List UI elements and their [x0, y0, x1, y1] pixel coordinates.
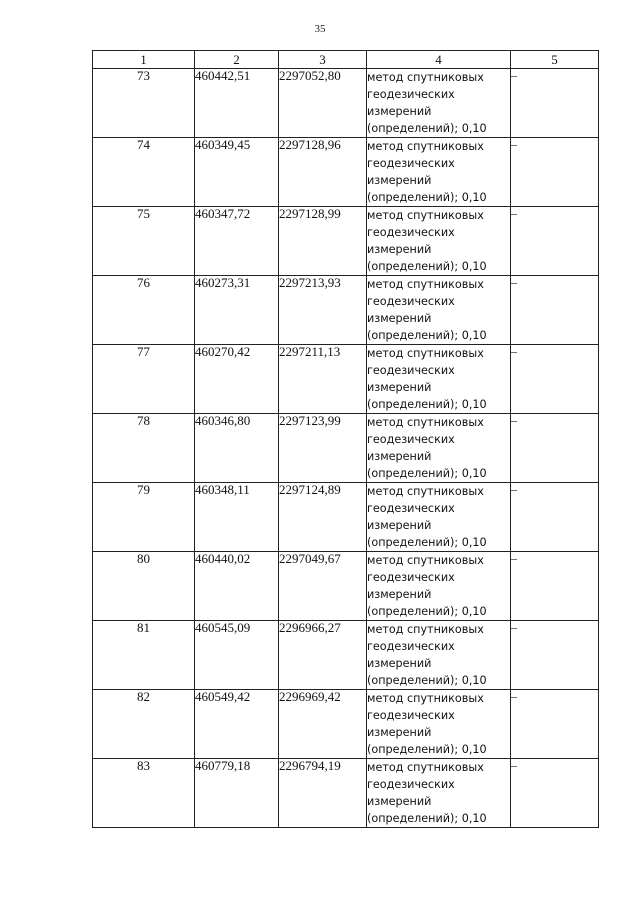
- method-line: (определений); 0,10: [367, 122, 487, 135]
- point-number-cell: 77: [93, 345, 195, 414]
- method-cell: [367, 483, 511, 552]
- method-line: (определений); 0,10: [367, 467, 487, 480]
- method-line: геодезических: [367, 709, 455, 722]
- x-coordinate-cell: 460348,11: [195, 483, 279, 552]
- method-line: измерений: [367, 726, 432, 739]
- method-line: (определений); 0,10: [367, 398, 487, 411]
- method-line: (определений); 0,10: [367, 674, 487, 687]
- table-row: [93, 276, 599, 345]
- x-coordinate-cell: 460440,02: [195, 552, 279, 621]
- method-cell: [367, 345, 511, 414]
- y-coordinate-cell: 2296969,42: [279, 690, 367, 759]
- method-line: геодезических: [367, 778, 455, 791]
- column-header-3: 3: [279, 51, 367, 69]
- note-cell: –: [511, 69, 599, 138]
- method-cell: [367, 138, 511, 207]
- y-coordinate-cell: 2297213,93: [279, 276, 367, 345]
- y-coordinate-cell: 2297128,96: [279, 138, 367, 207]
- method-line: метод спутниковых: [367, 623, 484, 636]
- method-line: геодезических: [367, 295, 455, 308]
- y-coordinate-cell: 2297052,80: [279, 69, 367, 138]
- table-row: [93, 621, 599, 690]
- method-line: метод спутниковых: [367, 761, 484, 774]
- note-cell: –: [511, 414, 599, 483]
- method-line: метод спутниковых: [367, 209, 484, 222]
- y-coordinate-cell: 2297124,89: [279, 483, 367, 552]
- point-number-cell: 82: [93, 690, 195, 759]
- method-line: геодезических: [367, 88, 455, 101]
- method-line: измерений: [367, 381, 432, 394]
- method-line: метод спутниковых: [367, 140, 484, 153]
- point-number-cell: 76: [93, 276, 195, 345]
- x-coordinate-cell: 460346,80: [195, 414, 279, 483]
- method-line: метод спутниковых: [367, 347, 484, 360]
- point-number-cell: 81: [93, 621, 195, 690]
- method-line: измерений: [367, 312, 432, 325]
- method-line: измерений: [367, 450, 432, 463]
- x-coordinate-cell: 460549,42: [195, 690, 279, 759]
- x-coordinate-cell: 460273,31: [195, 276, 279, 345]
- column-header-4: 4: [367, 51, 511, 69]
- method-line: метод спутниковых: [367, 278, 484, 291]
- method-line: (определений); 0,10: [367, 605, 487, 618]
- point-number-cell: 79: [93, 483, 195, 552]
- method-line: измерений: [367, 657, 432, 670]
- note-cell: –: [511, 138, 599, 207]
- y-coordinate-cell: 2296794,19: [279, 759, 367, 828]
- method-line: метод спутниковых: [367, 485, 484, 498]
- point-number-cell: 74: [93, 138, 195, 207]
- method-line: измерений: [367, 519, 432, 532]
- method-cell: [367, 207, 511, 276]
- x-coordinate-cell: 460442,51: [195, 69, 279, 138]
- method-cell: [367, 276, 511, 345]
- point-number-cell: 83: [93, 759, 195, 828]
- point-number-cell: 80: [93, 552, 195, 621]
- y-coordinate-cell: 2297128,99: [279, 207, 367, 276]
- note-cell: –: [511, 483, 599, 552]
- note-cell: –: [511, 621, 599, 690]
- method-line: геодезических: [367, 157, 455, 170]
- table-row: [93, 690, 599, 759]
- x-coordinate-cell: 460779,18: [195, 759, 279, 828]
- method-cell: [367, 690, 511, 759]
- method-line: геодезических: [367, 364, 455, 377]
- coordinates-table: [92, 50, 599, 828]
- y-coordinate-cell: 2296966,27: [279, 621, 367, 690]
- table-row: [93, 414, 599, 483]
- method-line: измерений: [367, 795, 432, 808]
- method-line: измерений: [367, 243, 432, 256]
- method-line: (определений); 0,10: [367, 812, 487, 825]
- method-line: измерений: [367, 588, 432, 601]
- method-cell: [367, 414, 511, 483]
- method-line: метод спутниковых: [367, 554, 484, 567]
- y-coordinate-cell: 2297123,99: [279, 414, 367, 483]
- x-coordinate-cell: 460347,72: [195, 207, 279, 276]
- table-header-row: [93, 51, 599, 69]
- x-coordinate-cell: 460349,45: [195, 138, 279, 207]
- method-line: (определений); 0,10: [367, 329, 487, 342]
- point-number-cell: 73: [93, 69, 195, 138]
- y-coordinate-cell: 2297049,67: [279, 552, 367, 621]
- method-line: (определений); 0,10: [367, 743, 487, 756]
- method-cell: [367, 552, 511, 621]
- column-header-5: 5: [511, 51, 599, 69]
- note-cell: –: [511, 759, 599, 828]
- table-row: [93, 138, 599, 207]
- column-header-2: 2: [195, 51, 279, 69]
- method-cell: [367, 621, 511, 690]
- table-row: [93, 483, 599, 552]
- method-line: метод спутниковых: [367, 416, 484, 429]
- method-line: (определений); 0,10: [367, 260, 487, 273]
- note-cell: –: [511, 207, 599, 276]
- note-cell: –: [511, 345, 599, 414]
- table-row: [93, 69, 599, 138]
- method-line: (определений); 0,10: [367, 191, 487, 204]
- note-cell: –: [511, 552, 599, 621]
- method-cell: [367, 69, 511, 138]
- page-number: 35: [314, 23, 326, 35]
- table-row: [93, 759, 599, 828]
- x-coordinate-cell: 460270,42: [195, 345, 279, 414]
- point-number-cell: 78: [93, 414, 195, 483]
- method-line: (определений); 0,10: [367, 536, 487, 549]
- method-line: геодезических: [367, 502, 455, 515]
- y-coordinate-cell: 2297211,13: [279, 345, 367, 414]
- method-line: геодезических: [367, 640, 455, 653]
- method-line: метод спутниковых: [367, 692, 484, 705]
- method-cell: [367, 759, 511, 828]
- column-header-1: 1: [93, 51, 195, 69]
- method-line: измерений: [367, 174, 432, 187]
- x-coordinate-cell: 460545,09: [195, 621, 279, 690]
- method-line: геодезических: [367, 433, 455, 446]
- method-line: геодезических: [367, 226, 455, 239]
- table-row: [93, 207, 599, 276]
- table-row: [93, 345, 599, 414]
- table-row: [93, 552, 599, 621]
- method-line: измерений: [367, 105, 432, 118]
- method-line: геодезических: [367, 571, 455, 584]
- note-cell: –: [511, 690, 599, 759]
- note-cell: –: [511, 276, 599, 345]
- table-body: [93, 69, 599, 828]
- point-number-cell: 75: [93, 207, 195, 276]
- method-line: метод спутниковых: [367, 71, 484, 84]
